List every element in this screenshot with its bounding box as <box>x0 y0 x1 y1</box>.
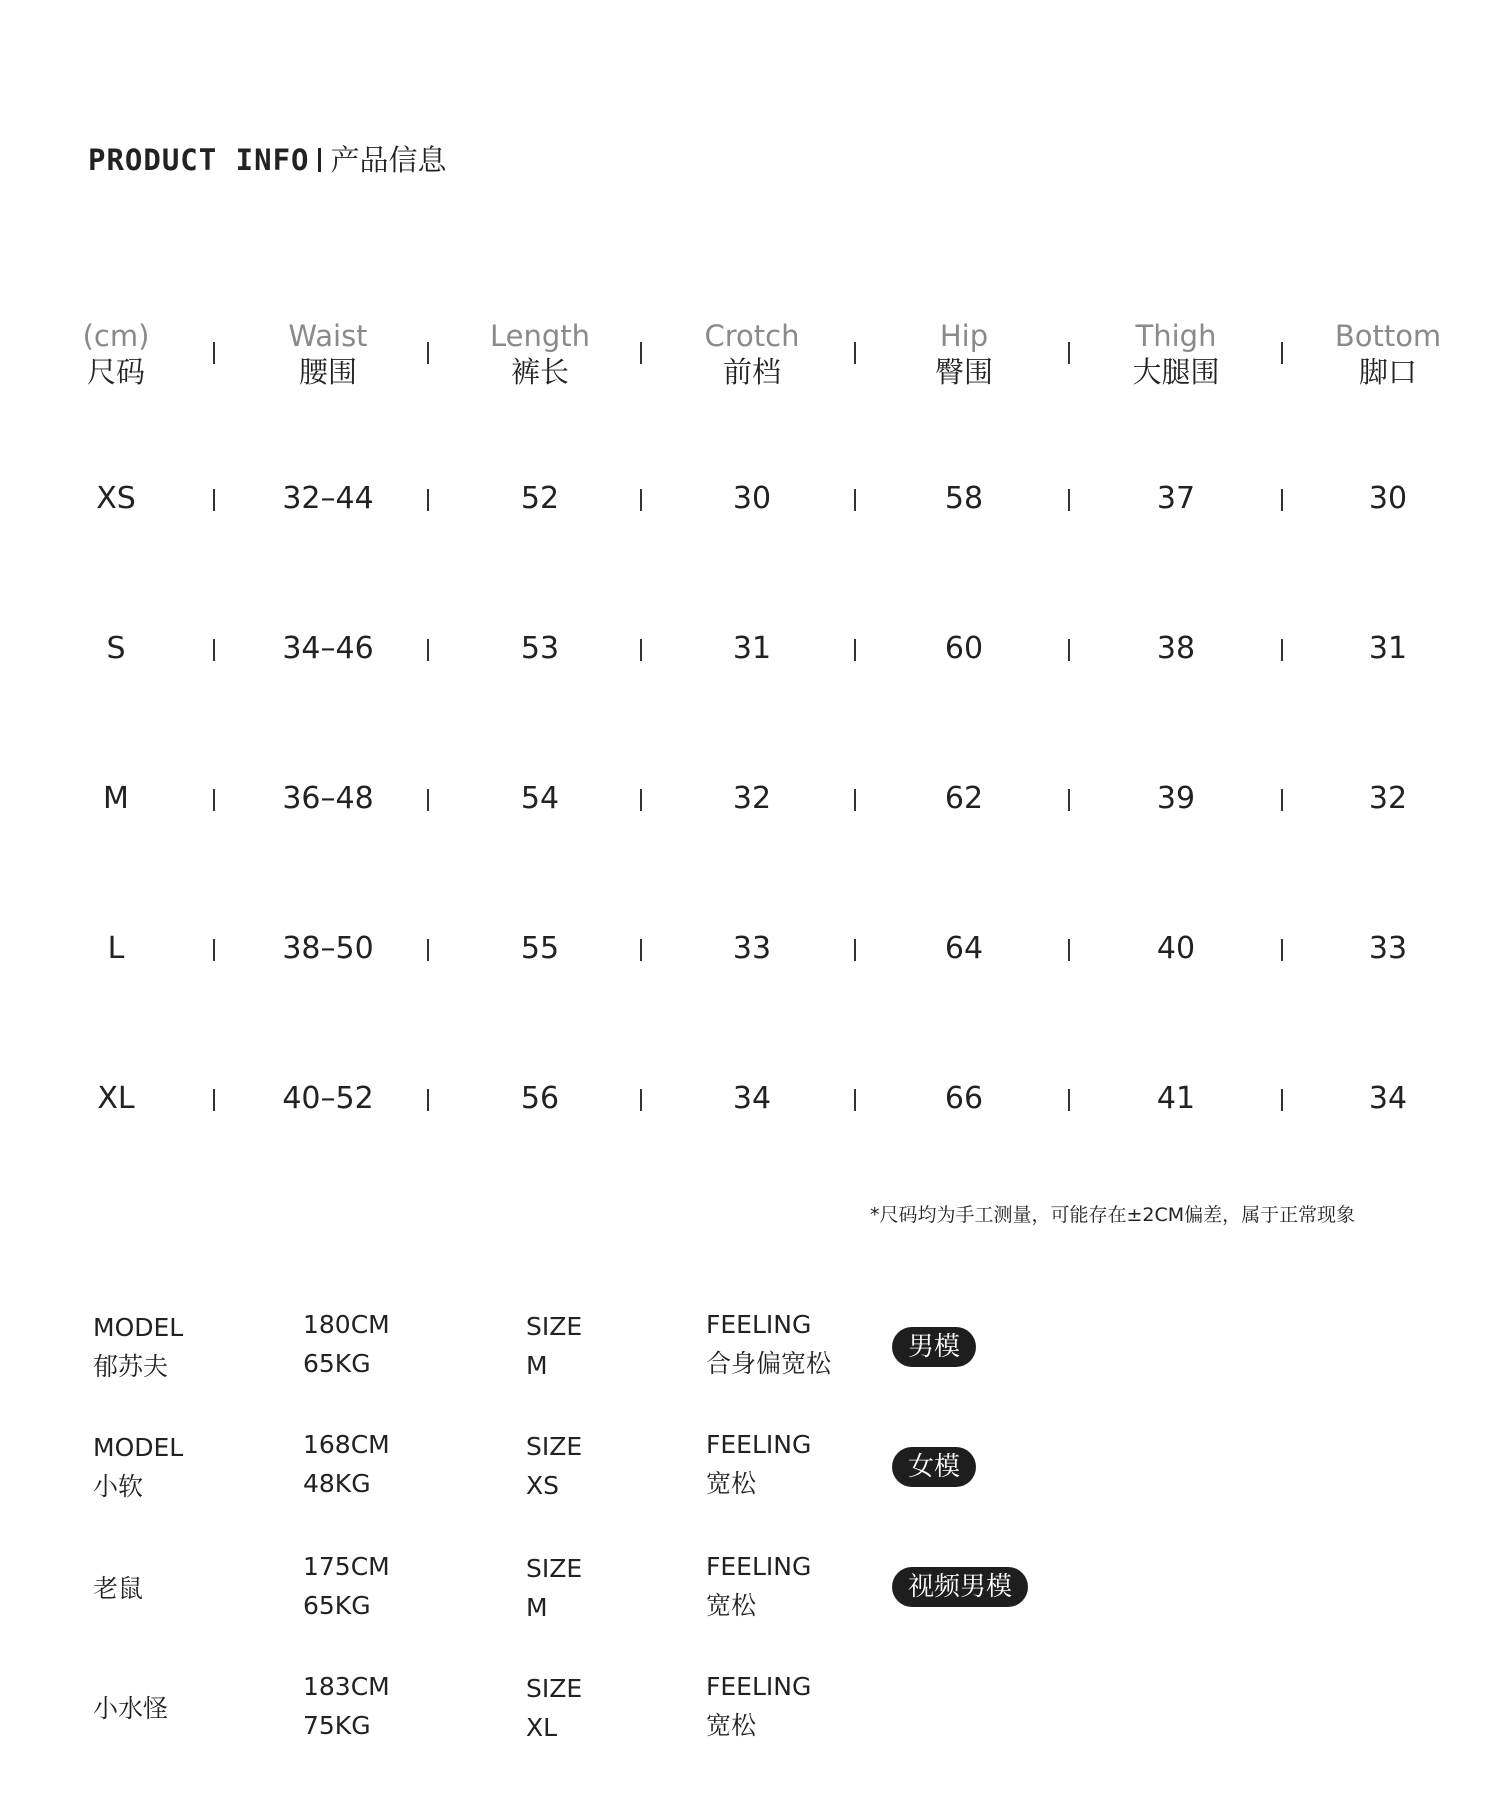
cell-crotch: 32 <box>732 781 772 816</box>
model-weight: 65KG <box>303 1349 371 1378</box>
header-crotch-zh: 前档 <box>722 355 781 389</box>
model-weight: 65KG <box>303 1591 371 1620</box>
header-length-en: Length <box>489 319 591 353</box>
model-size: M <box>526 1351 548 1380</box>
column-divider <box>854 342 856 364</box>
model-size: XS <box>526 1471 559 1500</box>
header-thigh-zh: 大腿围 <box>1132 355 1220 389</box>
title-zh: 产品信息 <box>330 143 447 177</box>
cell-waist: 36–48 <box>282 781 374 816</box>
column-divider <box>640 789 642 811</box>
cell-waist: 34–46 <box>282 631 374 666</box>
title-en: PRODUCT INFO <box>88 143 310 177</box>
header-hip-en: Hip <box>939 319 989 353</box>
column-divider <box>1281 1089 1283 1111</box>
cell-size: L <box>107 931 125 966</box>
column-divider <box>1068 789 1070 811</box>
cell-bottom: 33 <box>1368 931 1408 966</box>
column-divider <box>1281 342 1283 364</box>
measurement-note: *尺码均为手工测量，可能存在±2CM偏差，属于正常现象 <box>870 1204 1356 1226</box>
column-divider <box>854 789 856 811</box>
cell-size: M <box>103 781 129 816</box>
model-name: 郁苏夫 <box>93 1352 169 1381</box>
model-weight: 75KG <box>303 1711 371 1740</box>
model-size-label: SIZE <box>526 1554 583 1583</box>
model-tag-badge: 男模 <box>892 1327 976 1367</box>
cell-crotch: 33 <box>732 931 772 966</box>
column-divider <box>640 1089 642 1111</box>
cell-thigh: 37 <box>1156 481 1196 516</box>
cell-length: 53 <box>520 631 560 666</box>
model-feeling: 宽松 <box>706 1591 757 1620</box>
cell-thigh: 41 <box>1156 1081 1196 1116</box>
header-hip-zh: 臀围 <box>934 355 993 389</box>
column-divider <box>1281 639 1283 661</box>
cell-hip: 60 <box>944 631 984 666</box>
column-divider <box>427 489 429 511</box>
cell-thigh: 38 <box>1156 631 1196 666</box>
page-title <box>88 138 447 179</box>
model-feeling-label: FEELING <box>706 1672 812 1701</box>
model-feeling-label: FEELING <box>706 1430 812 1459</box>
cell-crotch: 30 <box>732 481 772 516</box>
cell-size: S <box>106 631 126 666</box>
column-divider <box>213 639 215 661</box>
model-label: MODEL <box>93 1313 184 1342</box>
model-size: XL <box>526 1713 558 1742</box>
column-divider <box>1068 489 1070 511</box>
column-divider <box>427 639 429 661</box>
column-divider <box>427 939 429 961</box>
model-name: 老鼠 <box>93 1574 144 1603</box>
column-divider <box>854 939 856 961</box>
model-tag-badge: 视频男模 <box>892 1567 1028 1607</box>
header-size-en: (cm) <box>82 319 150 353</box>
column-divider <box>640 939 642 961</box>
cell-bottom: 32 <box>1368 781 1408 816</box>
column-divider <box>1068 342 1070 364</box>
column-divider <box>1068 1089 1070 1111</box>
cell-length: 52 <box>520 481 560 516</box>
model-size: M <box>526 1593 548 1622</box>
cell-hip: 58 <box>944 481 984 516</box>
column-divider <box>1281 939 1283 961</box>
model-feeling: 宽松 <box>706 1469 757 1498</box>
column-divider <box>427 789 429 811</box>
column-divider <box>427 1089 429 1111</box>
cell-length: 54 <box>520 781 560 816</box>
cell-bottom: 30 <box>1368 481 1408 516</box>
column-divider <box>213 489 215 511</box>
column-divider <box>1281 789 1283 811</box>
cell-length: 55 <box>520 931 560 966</box>
model-weight: 48KG <box>303 1469 371 1498</box>
model-name: 小软 <box>93 1472 144 1501</box>
header-thigh-en: Thigh <box>1135 319 1217 353</box>
column-divider <box>213 342 215 364</box>
model-feeling: 合身偏宽松 <box>706 1349 832 1378</box>
cell-hip: 66 <box>944 1081 984 1116</box>
model-size-label: SIZE <box>526 1674 583 1703</box>
title-divider <box>318 148 321 172</box>
cell-waist: 40–52 <box>282 1081 374 1116</box>
header-waist-zh: 腰围 <box>298 355 357 389</box>
cell-waist: 38–50 <box>282 931 374 966</box>
cell-length: 56 <box>520 1081 560 1116</box>
cell-hip: 64 <box>944 931 984 966</box>
model-name: 小水怪 <box>93 1694 169 1723</box>
column-divider <box>640 489 642 511</box>
cell-size: XS <box>96 481 136 516</box>
model-size-label: SIZE <box>526 1312 583 1341</box>
cell-size: XL <box>97 1081 135 1116</box>
header-crotch-en: Crotch <box>704 319 800 353</box>
column-divider <box>1068 939 1070 961</box>
column-divider <box>213 789 215 811</box>
cell-bottom: 31 <box>1368 631 1408 666</box>
cell-thigh: 40 <box>1156 931 1196 966</box>
column-divider <box>213 939 215 961</box>
cell-hip: 62 <box>944 781 984 816</box>
column-divider <box>854 1089 856 1111</box>
column-divider <box>854 639 856 661</box>
header-size-zh: 尺码 <box>86 355 145 389</box>
model-feeling: 宽松 <box>706 1711 757 1740</box>
column-divider <box>1068 639 1070 661</box>
cell-crotch: 34 <box>732 1081 772 1116</box>
header-length-zh: 裤长 <box>510 355 569 389</box>
column-divider <box>640 342 642 364</box>
model-height: 183CM <box>303 1672 390 1701</box>
column-divider <box>427 342 429 364</box>
model-height: 168CM <box>303 1430 390 1459</box>
column-divider <box>1281 489 1283 511</box>
model-label: MODEL <box>93 1433 184 1462</box>
model-height: 180CM <box>303 1310 390 1339</box>
header-bottom-zh: 脚口 <box>1358 355 1417 389</box>
column-divider <box>854 489 856 511</box>
cell-crotch: 31 <box>732 631 772 666</box>
cell-waist: 32–44 <box>282 481 374 516</box>
model-feeling-label: FEELING <box>706 1552 812 1581</box>
column-divider <box>213 1089 215 1111</box>
cell-thigh: 39 <box>1156 781 1196 816</box>
column-divider <box>640 639 642 661</box>
model-height: 175CM <box>303 1552 390 1581</box>
header-waist-en: Waist <box>288 319 368 353</box>
cell-bottom: 34 <box>1368 1081 1408 1116</box>
model-size-label: SIZE <box>526 1432 583 1461</box>
header-bottom-en: Bottom <box>1334 319 1442 353</box>
model-tag-badge: 女模 <box>892 1447 976 1487</box>
model-feeling-label: FEELING <box>706 1310 812 1339</box>
